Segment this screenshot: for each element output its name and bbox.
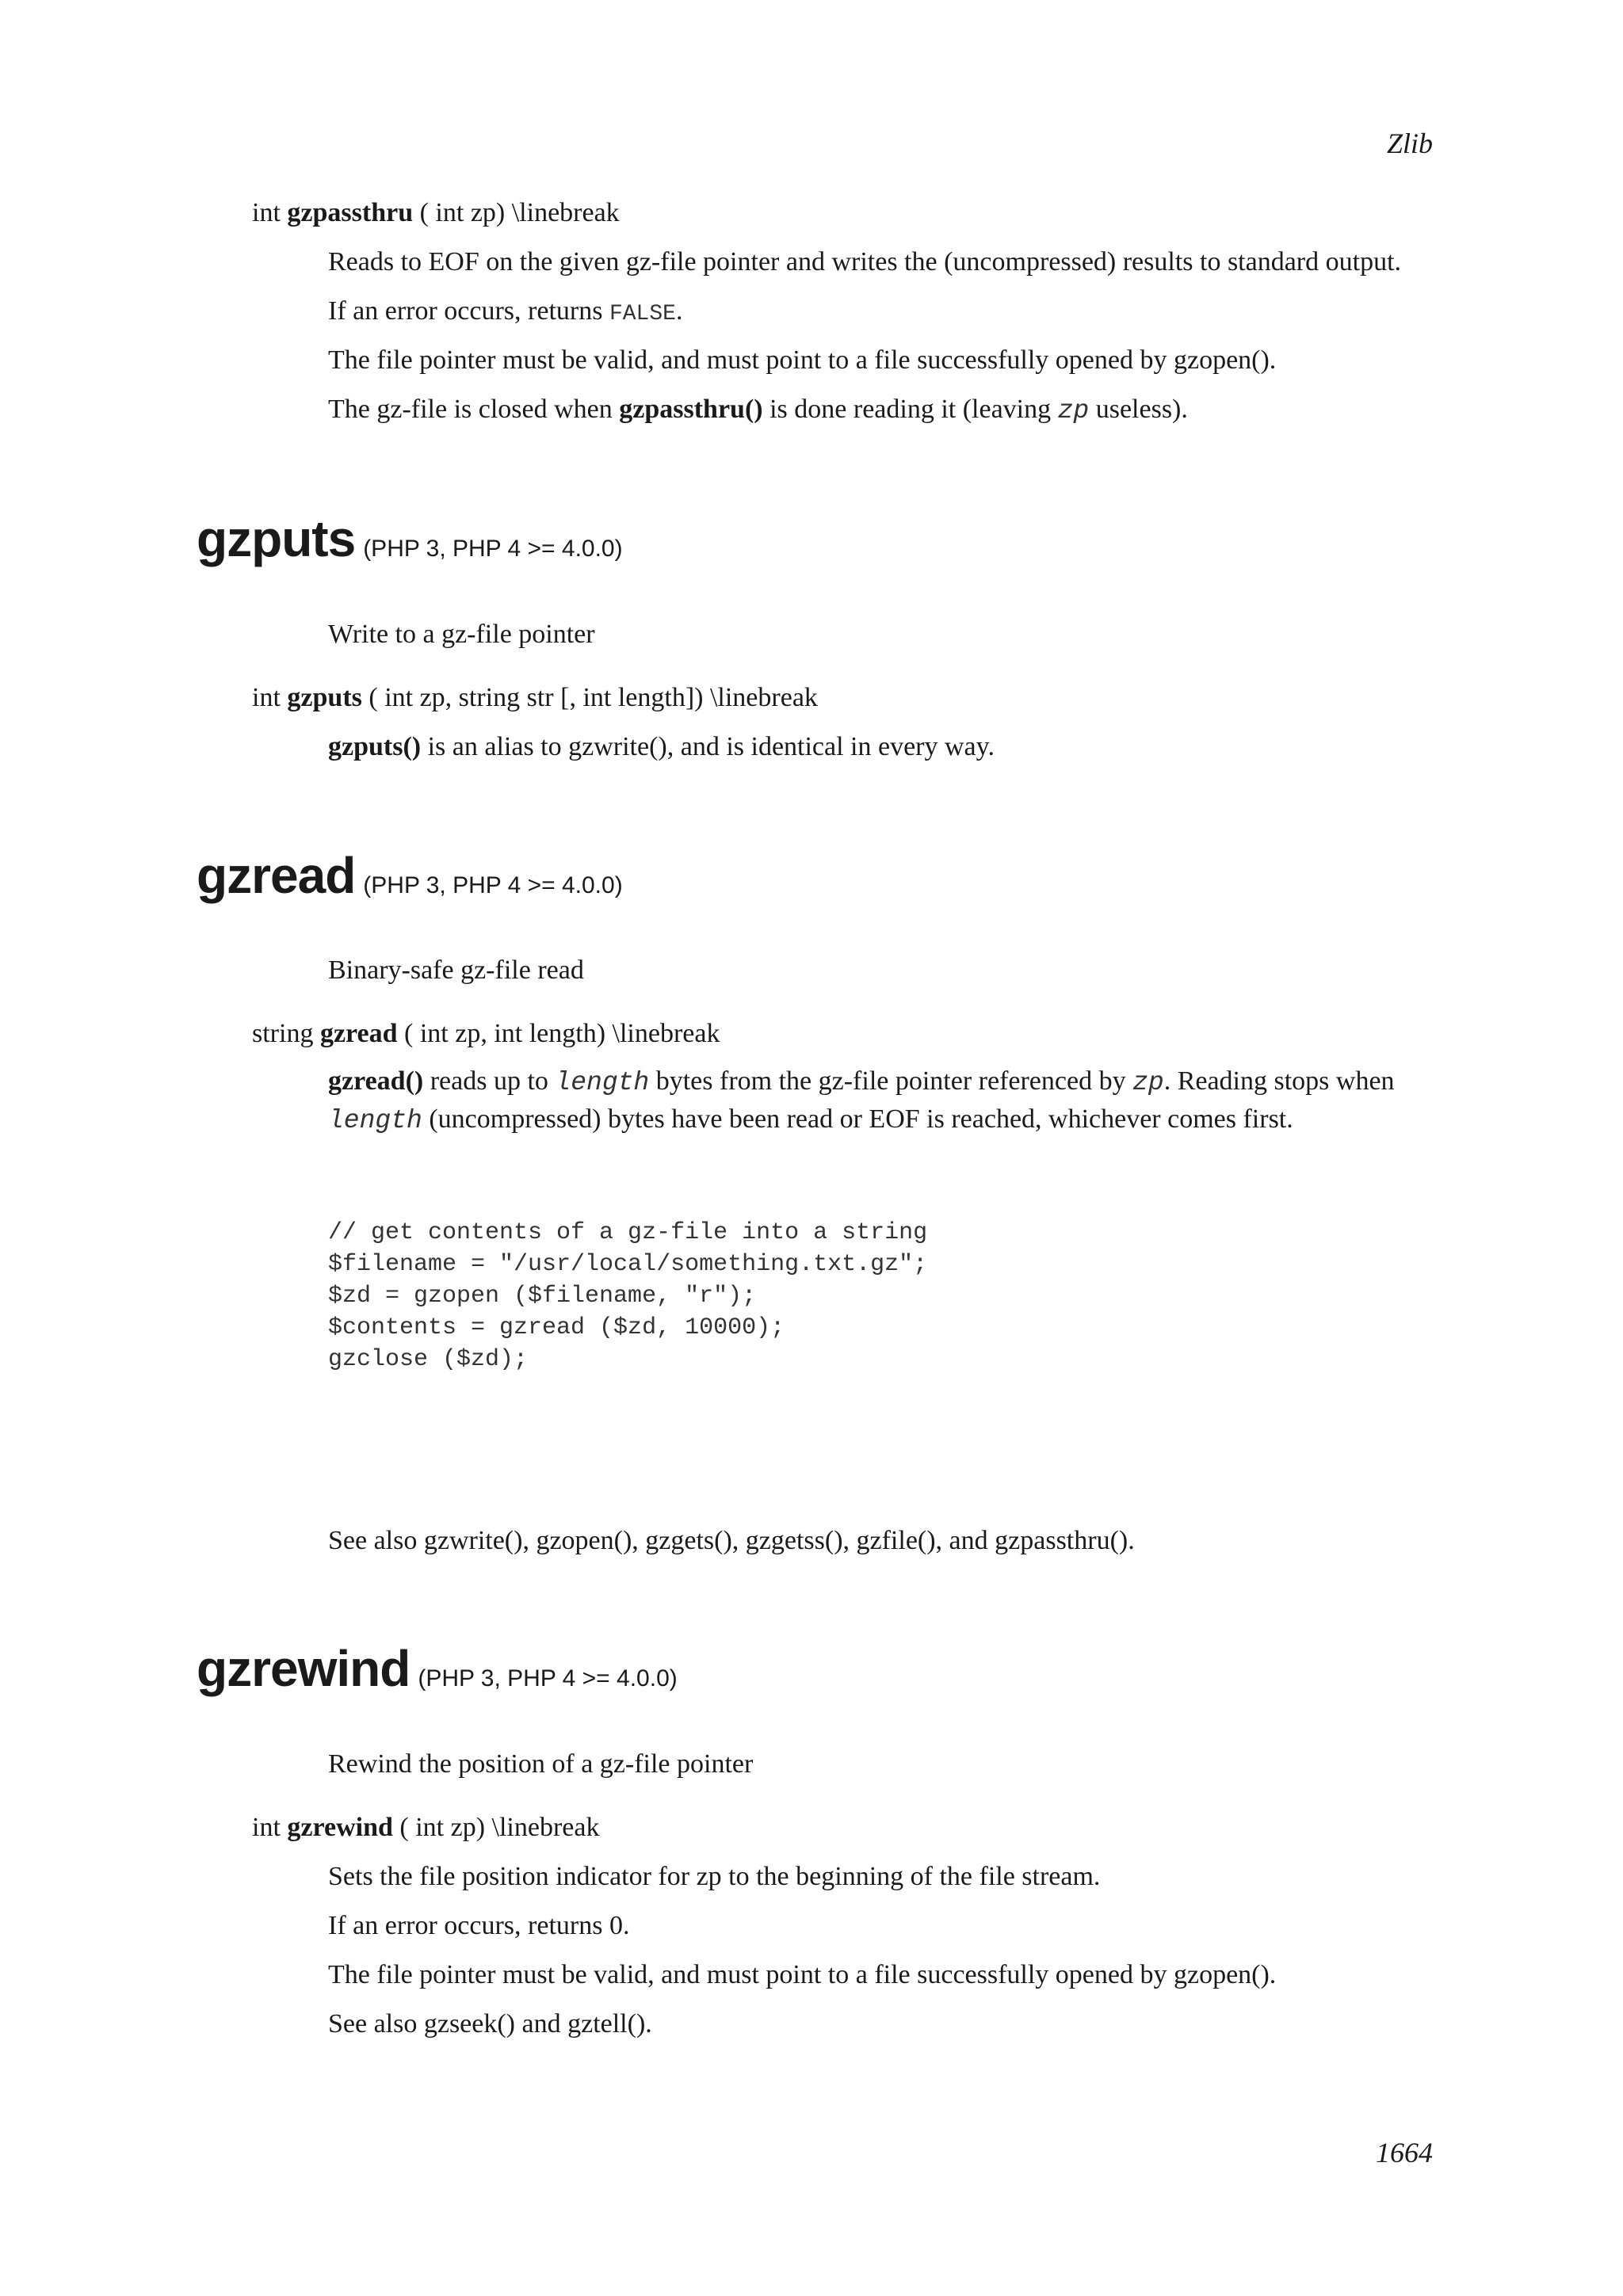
- gzpassthru-closed-note: [328, 396, 1188, 424]
- gzpassthru-description: Reads to EOF on the given gz-file pointer and writes the (uncompressed) results to standard output.: [328, 247, 1402, 277]
- running-header: Zlib: [1386, 128, 1433, 159]
- gzrewind-see-also: See also gzseek() and gztell().: [328, 2009, 652, 2039]
- var-ref: zp: [1132, 1068, 1164, 1097]
- gzrewind-purpose: Rewind the position of a gz-file pointer: [328, 1749, 754, 1779]
- gzpassthru-signature: [252, 200, 620, 227]
- text: (uncompressed) bytes have been read or EOF is reached, whichever comes first.: [422, 1104, 1293, 1134]
- gzread-description: [328, 1063, 1453, 1139]
- gzrewind-error: If an error occurs, returns 0.: [328, 1911, 630, 1940]
- gzrewind-description: Sets the file position indicator for zp to the beginning of the file stream.: [328, 1862, 1101, 1891]
- text: useless).: [1089, 395, 1188, 424]
- parameters: ( int zp, string str [, int length]) \linebreak: [369, 683, 818, 712]
- page-number: 1664: [1376, 2137, 1433, 2168]
- gzrewind-heading: [197, 1640, 678, 1697]
- return-type: int: [252, 1813, 281, 1842]
- gzputs-signature: [252, 685, 818, 711]
- heading-name: gzread: [197, 847, 356, 904]
- function-ref: gzread(): [328, 1066, 424, 1096]
- text: bytes from the gz-file pointer referenced by: [649, 1066, 1133, 1096]
- return-type: string: [252, 1019, 314, 1048]
- function-ref: gzpassthru(): [619, 395, 763, 424]
- text: is done reading it (leaving: [762, 395, 1058, 424]
- function-ref: gzputs(): [328, 732, 422, 761]
- function-name: gzpassthru: [287, 198, 414, 227]
- parameters: ( int zp) \linebreak: [399, 1813, 600, 1842]
- gzputs-purpose: Write to a gz-file pointer: [328, 620, 595, 649]
- return-type: int: [252, 683, 281, 712]
- gzrewind-pointer-note: The file pointer must be valid, and must point to a file successfully opened by gzopen().: [328, 1960, 1277, 1989]
- var-ref: zp: [1057, 396, 1090, 425]
- parameters: ( int zp) \linebreak: [419, 198, 620, 227]
- gzpassthru-pointer-note: The file pointer must be valid, and must point to a file successfully opened by gzopen().: [328, 345, 1277, 375]
- text: . Reading stops when: [1163, 1066, 1395, 1096]
- text: If an error occurs, returns: [328, 296, 609, 326]
- function-name: gzread: [319, 1019, 398, 1048]
- gzrewind-signature: [252, 1814, 599, 1841]
- gzread-code-example: // get contents of a gz-file into a string $filename = "/usr/local/something.txt.gz"; $zd = gzopen ($filename, "r"); $contents = gzread ($zd, 10000); gzclose ($zd);: [328, 1219, 928, 1373]
- gzputs-alias-note: [328, 734, 995, 761]
- heading-version: (PHP 3, PHP 4 >= 4.0.0): [363, 872, 623, 898]
- text: The gz-file is closed when: [328, 395, 620, 424]
- var-ref: length: [555, 1068, 650, 1097]
- gzpassthru-error: [328, 298, 682, 326]
- heading-name: gzputs: [197, 510, 356, 567]
- text: .: [675, 296, 683, 326]
- function-name: gzputs: [287, 683, 362, 712]
- var-ref: length: [328, 1106, 422, 1135]
- gzread-see-also: See also gzwrite(), gzopen(), gzgets(), gzgetss(), gzfile(), and gzpassthru().: [328, 1526, 1135, 1555]
- text: is an alias to gzwrite(), and is identical in every way.: [421, 732, 995, 761]
- function-name: gzrewind: [287, 1813, 393, 1842]
- gzread-signature: [252, 1020, 720, 1047]
- gzputs-heading: [197, 510, 623, 567]
- gzread-heading: [197, 847, 623, 904]
- text: reads up to: [423, 1066, 556, 1096]
- heading-name: gzrewind: [197, 1640, 411, 1697]
- gzread-purpose: Binary-safe gz-file read: [328, 955, 584, 985]
- heading-version: (PHP 3, PHP 4 >= 4.0.0): [418, 1665, 678, 1691]
- return-type: int: [252, 198, 281, 227]
- parameters: ( int zp, int length) \linebreak: [404, 1019, 720, 1048]
- false-constant: FALSE: [609, 302, 676, 326]
- heading-version: (PHP 3, PHP 4 >= 4.0.0): [363, 536, 623, 562]
